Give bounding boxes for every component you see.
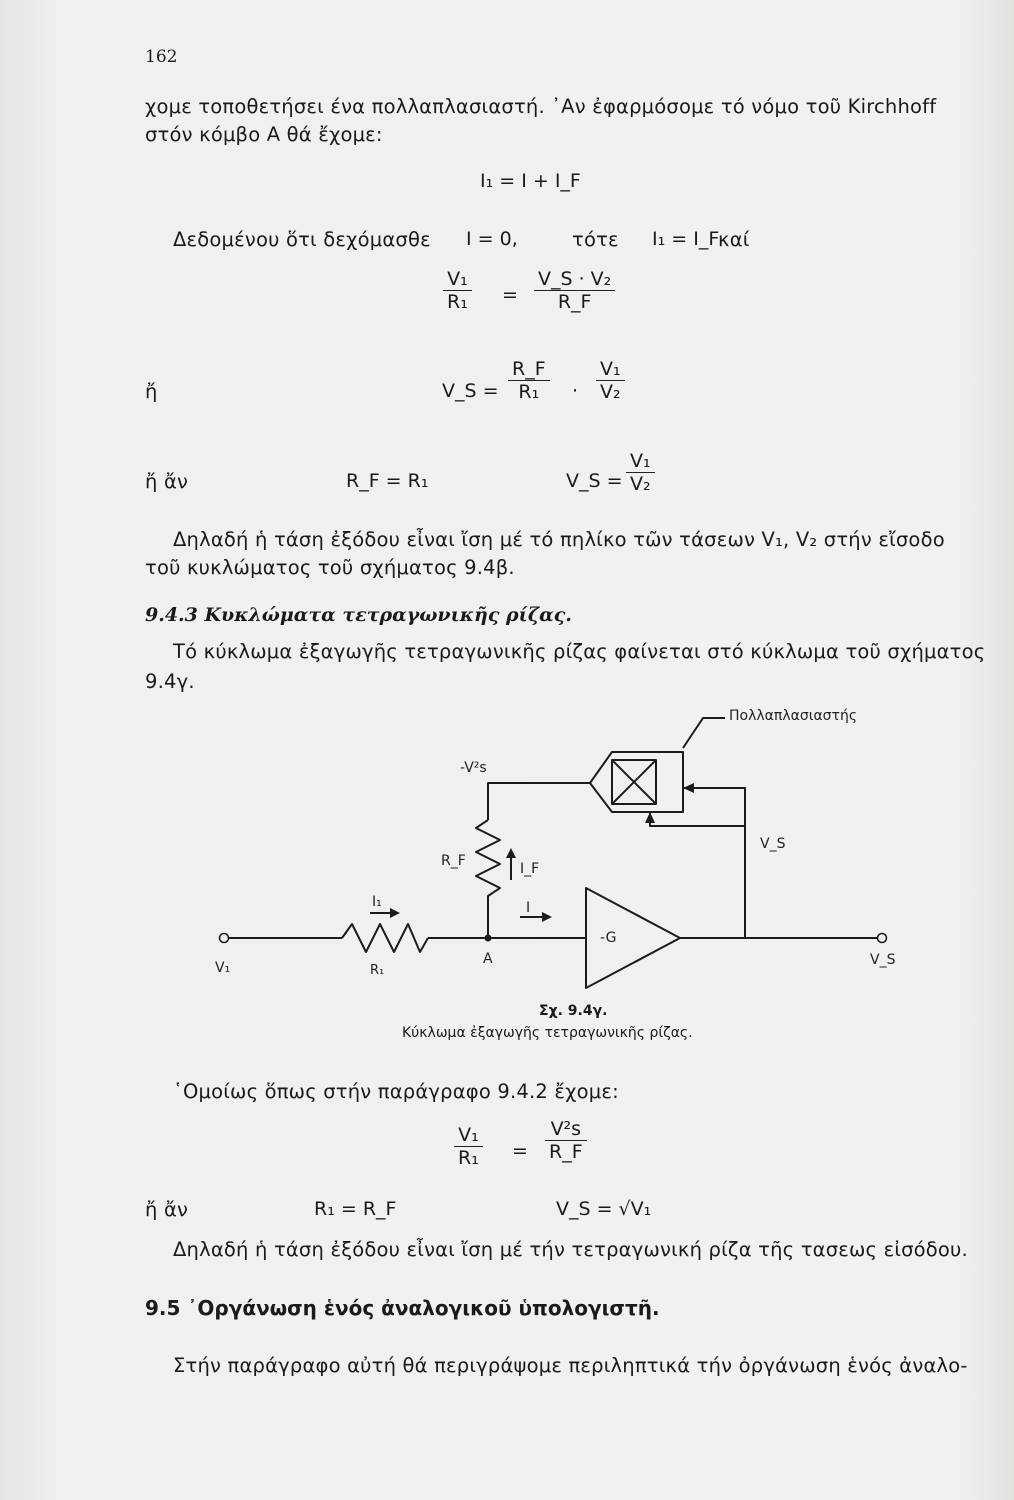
eq4-dot: · xyxy=(572,380,579,402)
feedback-top-wire xyxy=(488,783,590,820)
eq2-condition: I = 0, xyxy=(466,228,518,250)
para4: Δηλαδή ἡ τάση ἐξόδου εἶναι ἴση μέ τήν τετραγωνική ρίζα τῆς τασεως εἰσόδου. xyxy=(173,1238,968,1261)
eq4-f1-den: R₁ xyxy=(508,380,550,403)
rf-resistor xyxy=(476,820,500,938)
i-label: I xyxy=(526,900,531,916)
vs-feedback-label: V_S xyxy=(760,836,786,852)
eq3-rhs-den: R_F xyxy=(534,290,615,313)
eq3-lhs-num: V₁ xyxy=(447,268,468,290)
feedback-right-wire-1 xyxy=(683,788,745,938)
eq6-rhs-den: R_F xyxy=(545,1140,587,1163)
eq5-lhs: V_S = xyxy=(566,470,623,492)
feedback-right-wire-2 xyxy=(650,812,745,826)
para3: ῾Ομοίως ὅπως στήν παράγραφο 9.4.2 ἔχομε: xyxy=(173,1080,619,1103)
eq2-suffix: καί xyxy=(718,228,750,251)
eq5-condition: R_F = R₁ xyxy=(346,470,429,492)
r1-label: R₁ xyxy=(370,963,385,978)
para2-line-2: 9.4γ. xyxy=(145,670,195,693)
eq6-lhs-num: V₁ xyxy=(458,1124,479,1146)
gain-label: -G xyxy=(600,930,617,946)
input-terminal xyxy=(220,934,229,943)
eq7-or: ἤ ἄν xyxy=(145,1198,189,1221)
eq3-rhs-num: V_S · V₂ xyxy=(538,268,612,290)
eq4-f1-num: R_F xyxy=(512,358,546,380)
figure-caption-text: Κύκλωμα ἐξαγωγῆς τετραγωνικῆς ρίζας. xyxy=(402,1025,693,1041)
eq7-condition: R₁ = R_F xyxy=(314,1198,397,1220)
section-heading-9-4-3: 9.4.3 Κυκλώματα τετραγωνικῆς ρίζας. xyxy=(145,604,572,626)
eq6-equals: = xyxy=(512,1140,528,1162)
para2-line-1: Τό κύκλωμα ἐξαγωγῆς τετραγωνικῆς ρίζας φαίνεται στό κύκλωμα τοῦ σχήματος xyxy=(173,640,986,663)
eq2-prefix: Δεδομένου ὅτι δεχόμασθε xyxy=(173,228,431,251)
page-number: 162 xyxy=(145,47,178,67)
eq5-num: V₁ xyxy=(630,450,651,472)
eq4-or: ἤ xyxy=(145,380,158,403)
vs-output-label: V_S xyxy=(870,952,896,968)
equation-kirchhoff: I₁ = I + I_F xyxy=(480,170,581,192)
eq6-lhs-fraction xyxy=(454,1124,483,1169)
eq4-f2-den: V₂ xyxy=(596,380,625,403)
para1-line-2: τοῦ κυκλώματος τοῦ σχήματος 9.4β. xyxy=(145,556,515,579)
eq6-rhs-fraction xyxy=(545,1118,587,1163)
eq2-result: I₁ = I_F xyxy=(652,228,720,250)
eq7-result: V_S = √V₁ xyxy=(556,1198,652,1220)
section-heading-9-5: 9.5 ᾽Οργάνωση ἑνός ἀναλογικοῦ ὑπολογιστῆ. xyxy=(145,1296,660,1320)
eq3-equals: = xyxy=(502,284,518,306)
eq3-lhs-den: R₁ xyxy=(443,290,472,313)
multiplier-label: Πολλαπλασιαστής xyxy=(729,708,858,724)
eq5-or: ἤ ἄν xyxy=(145,470,189,493)
vs2-label: -V²s xyxy=(460,760,487,776)
figure-caption-title: Σχ. 9.4γ. xyxy=(539,1003,608,1019)
v1-label: V₁ xyxy=(215,960,231,976)
node-a-label: A xyxy=(483,951,493,967)
eq6-lhs-den: R₁ xyxy=(454,1146,483,1169)
r1-resistor xyxy=(342,924,428,952)
node-a-dot xyxy=(485,935,492,942)
i1-label: I₁ xyxy=(372,894,382,910)
eq4-lhs: V_S = xyxy=(442,380,499,402)
para5: Στήν παράγραφο αὐτή θά περιγράψομε περιληπτικά τήν ὀργάνωση ἑνός ἀναλο- xyxy=(173,1354,968,1377)
if-label: I_F xyxy=(520,861,540,877)
intro-line-1: χομε τοποθετήσει ένα πολλαπλασιαστή. ᾽Αν ἐφαρμόσομε τό νόμο τοῦ Kirchhoff xyxy=(145,95,937,118)
output-terminal xyxy=(878,934,887,943)
eq5-den: V₂ xyxy=(626,472,655,495)
multiplier-leader-line xyxy=(683,718,725,748)
intro-line-2: στόν κόμβο Α θά ἔχομε: xyxy=(145,123,383,146)
eq2-then: τότε xyxy=(572,228,619,251)
para1-line-1: Δηλαδή ἡ τάση ἐξόδου εἶναι ἴση μέ τό πηλίκο τῶν τάσεων V₁, V₂ στήν εἴσοδο xyxy=(173,528,945,551)
rf-label: R_F xyxy=(441,853,466,869)
eq6-rhs-num: V²s xyxy=(550,1118,582,1140)
eq4-f2-num: V₁ xyxy=(600,358,621,380)
